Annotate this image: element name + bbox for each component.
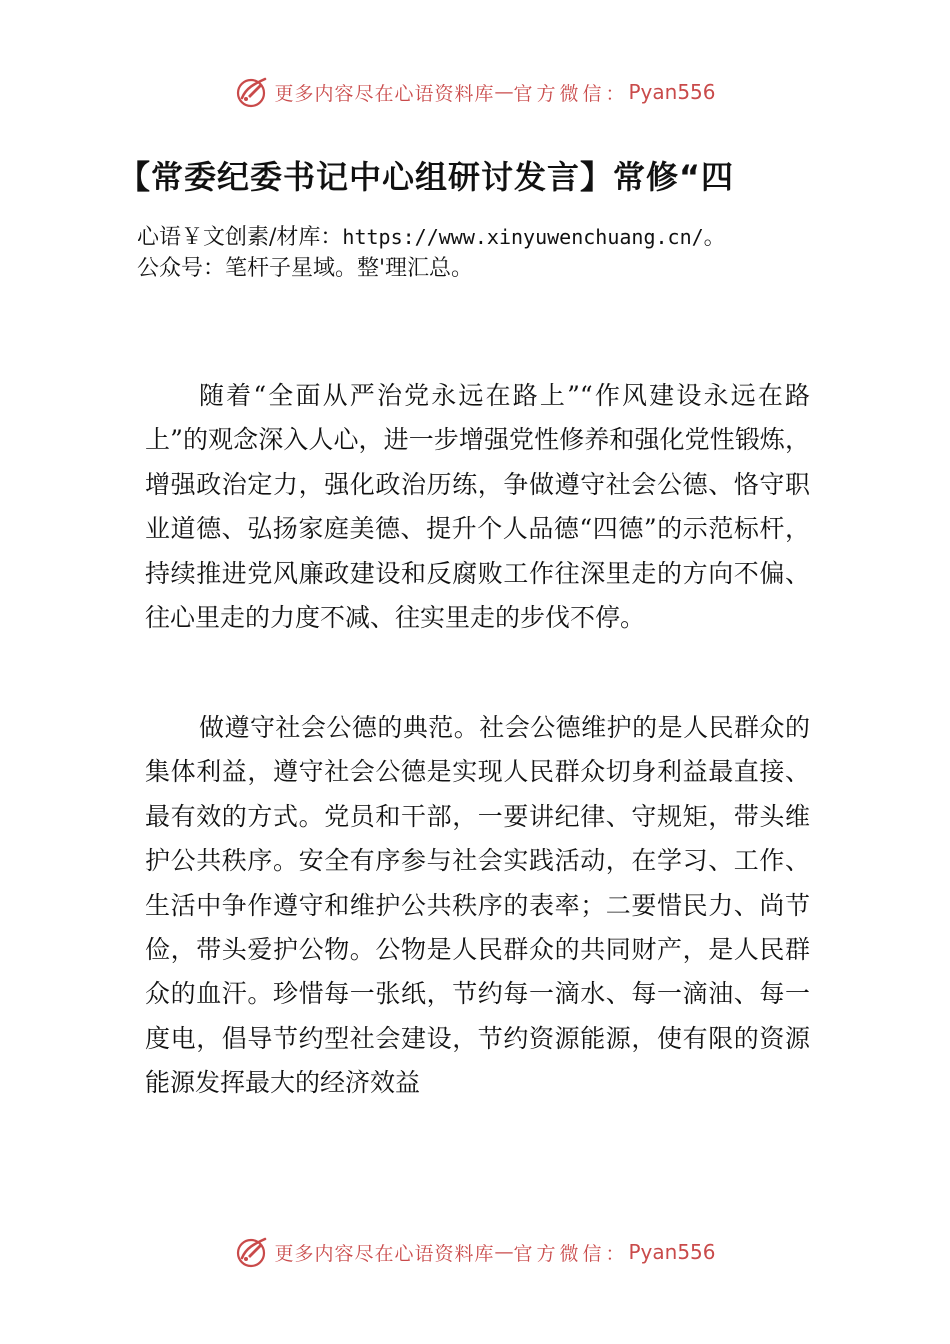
footer-banner: [0, 1230, 950, 1274]
banner-wechat-id: Pyan556: [628, 1240, 716, 1264]
banner-dash: —: [494, 81, 514, 103]
body-paragraph-2: 做遵守社会公德的典范。社会公德维护的是人民群众的集体利益，遵守社会公德是实现人民群众切身利益最直接、最有效的方式。党员和干部，一要讲纪律、守规矩，带头维护公共秩序。安全有序参与社会实践活动，在学习、工作、生活中争作遵守和维护公共秩序的表率；二要惜民力、尚节俭，带头爱护公物。公物是人民群众的共同财产，是人民群众的血汗。珍惜每一张纸，节约每一滴水、每一滴油、每一度电，倡导节约型社会建设，节约资源能源，使有限的资源能源发挥最大的经济效益: [145, 713, 810, 1098]
body-paragraph-1: 随着“全面从严治党永远在路上”“作风建设永远在路上”的观念深入人心，进一步增强党性修养和强化党性锻炼，增强政治定力，强化政治历练，争做遵守社会公德、恪守职业道德、弘扬家庭美德、提升个人品德“四德”的示范标杆，持续推进党风廉政建设和反腐败工作往深里走的方向不偏、往心里走的力度不减、往实里走的步伐不停。: [145, 381, 810, 633]
banner-text: 更多内容尽在心语资料库: [274, 1242, 495, 1265]
document-title: 【常委纪委书记中心组研讨发言】常修“四: [118, 158, 735, 196]
banner-wechat-label: 官方微信：: [513, 82, 629, 105]
header-banner: [0, 70, 950, 114]
source-line-1: [137, 222, 837, 253]
banner-wechat-label: 官方微信：: [513, 1242, 629, 1265]
source-suffix: 。: [703, 225, 726, 250]
source-line-2: 公众号：笔杆子星域。整'理汇总。: [137, 256, 474, 281]
pen-circle-logo-icon: [234, 74, 270, 110]
banner-wechat-id: Pyan556: [628, 80, 716, 104]
source-info: [137, 222, 837, 284]
banner-dash: —: [494, 1241, 514, 1263]
source-label: 心语￥文创素/材库：: [137, 225, 343, 250]
banner-text: 更多内容尽在心语资料库: [274, 82, 495, 105]
source-url: https://www.xinyuwenchuang.cn/: [342, 225, 704, 249]
pen-circle-logo-icon: [234, 1234, 270, 1270]
